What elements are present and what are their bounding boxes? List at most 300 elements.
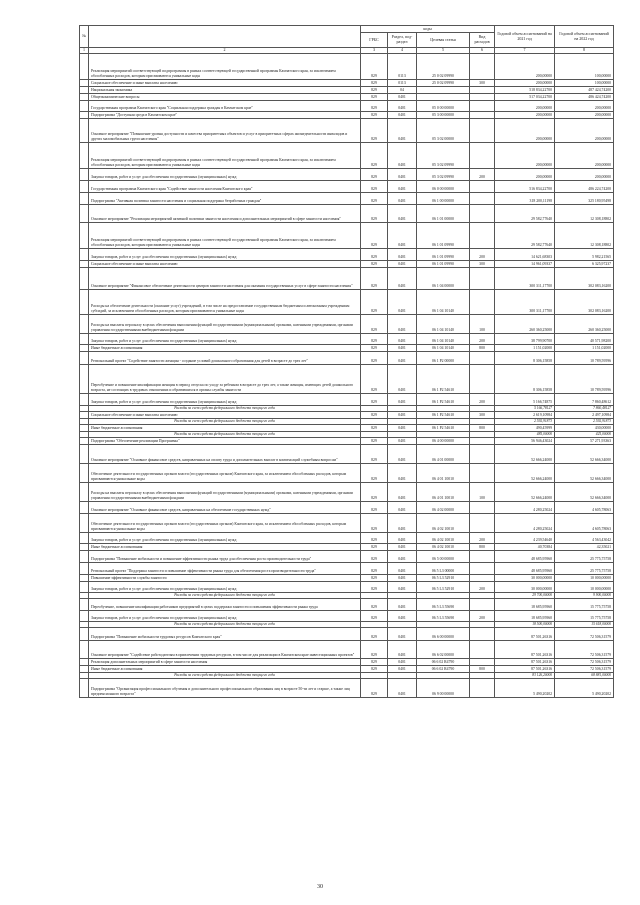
cell-grbs: 829	[361, 100, 388, 111]
cell-2022: 486 424,74200	[555, 93, 614, 100]
header-no: №	[80, 26, 89, 48]
cell-2021: 200,00000	[495, 53, 555, 79]
header-grbs: ГРБС	[361, 33, 388, 48]
cell-no	[80, 444, 89, 463]
cell-2021: 517 034,22700	[495, 93, 555, 100]
cell-grbs: 829	[361, 79, 388, 86]
cell-exp-type	[470, 192, 495, 204]
cell-name: Расходы за счет средств федерального бюджета текущего года	[89, 431, 361, 437]
table-body	[80, 53, 614, 697]
cell-2022: 5 982,21565	[555, 248, 614, 260]
cell-no	[80, 678, 89, 697]
cell-target	[417, 93, 470, 100]
cell-section: 0401	[388, 411, 417, 418]
cell-2021: 200,00000	[495, 142, 555, 168]
table-row	[80, 351, 614, 364]
cell-section: 0401	[388, 543, 417, 550]
table-row	[80, 260, 614, 267]
cell-target: 05 0 00 00000	[417, 100, 470, 111]
cell-target: 06 1 01 09990	[417, 222, 470, 248]
cell-2021: 52 666,24000	[495, 482, 555, 501]
cell-target: 25 0 02 09990	[417, 53, 470, 79]
table-row	[80, 364, 614, 393]
cell-no	[80, 333, 89, 344]
cell-name: Реализация мероприятий соответствующей подпрограммы в рамках соответствующей государственной программы Камчатского края, за исключением обособленных расходов, которым присваиваются уникальные коды	[89, 222, 361, 248]
cell-grbs: 829	[361, 289, 388, 314]
cell-name: Национальная экономика	[89, 86, 361, 93]
cell-no	[80, 100, 89, 111]
cell-target: 06 1 00 00000	[417, 192, 470, 204]
cell-name: Закупка товаров, работ и услуг для обеспечения государственных (муниципальных) нужд	[89, 333, 361, 344]
cell-2021: 83 126,20000	[495, 672, 555, 678]
cell-exp-type: 300	[470, 79, 495, 86]
cell-2021: 87 501,26316	[495, 658, 555, 665]
cell-exp-type	[470, 574, 495, 581]
cell-section: 0401	[388, 482, 417, 501]
cell-2022: 4 605,78063	[555, 501, 614, 513]
cell-grbs: 829	[361, 260, 388, 267]
cell-target: 06 9 00 00000	[417, 678, 470, 697]
header-2021: Годовой объем ассигнований на 2021 год	[495, 26, 555, 48]
table-row	[80, 289, 614, 314]
table-row	[80, 543, 614, 550]
cell-target: 06 1 P2 00000	[417, 351, 470, 364]
cell-section: 0401	[388, 444, 417, 463]
cell-exp-type	[470, 658, 495, 665]
cell-name: Основное мероприятие "Содействие работодателям в привлечении трудовых ресурсов, в том числе для реализации в Камчатском крае инвестиционных проектов"	[89, 640, 361, 658]
cell-grbs: 829	[361, 444, 388, 463]
cell-no	[80, 501, 89, 513]
cell-2021: 18 685,95960	[495, 598, 555, 610]
cell-exp-type: 200	[470, 333, 495, 344]
cell-2021: 2 592,91873	[495, 418, 555, 424]
cell-name: Иные бюджетные ассигнования	[89, 344, 361, 351]
cell-grbs: 829	[361, 627, 388, 640]
index-cell: 1	[80, 48, 89, 54]
cell-target: 06 1 P2 54610	[417, 424, 470, 431]
cell-2022: 15 775,75758	[555, 610, 614, 621]
cell-exp-type	[470, 351, 495, 364]
cell-exp-type	[470, 180, 495, 192]
cell-section: 0401	[388, 344, 417, 351]
cell-2021: 18 500,00000	[495, 621, 555, 627]
table-row	[80, 118, 614, 142]
cell-section: 0401	[388, 142, 417, 168]
cell-2021: 200,00000	[495, 100, 555, 111]
cell-2021: 200,00000	[495, 111, 555, 118]
cell-section: 04	[388, 86, 417, 93]
cell-2021: 318 200,11198	[495, 192, 555, 204]
cell-section: 0401	[388, 222, 417, 248]
cell-section: 0401	[388, 437, 417, 444]
cell-no	[80, 364, 89, 393]
cell-name: Расходы за счет средств федерального бюджета текущего года	[89, 672, 361, 678]
cell-section: 0401	[388, 118, 417, 142]
cell-no	[80, 192, 89, 204]
cell-2022: 72 506,31579	[555, 627, 614, 640]
table-row	[80, 100, 614, 111]
table-row	[80, 53, 614, 79]
table-row	[80, 627, 614, 640]
cell-name: Переобучение, повышение квалификации работников предприятий в целях поддержки занятости и повышения эффективности рынка труда	[89, 598, 361, 610]
cell-target: 05 3 02 09990	[417, 168, 470, 180]
cell-2022: 25 775,75758	[555, 550, 614, 562]
cell-2022: 2 592,91873	[555, 418, 614, 424]
table-row	[80, 482, 614, 501]
table-row	[80, 665, 614, 672]
index-cell: 2	[89, 48, 361, 54]
cell-no	[80, 93, 89, 100]
cell-grbs: 829	[361, 192, 388, 204]
cell-target: 06 6 02 R4790	[417, 658, 470, 665]
index-cell: 4	[388, 48, 417, 54]
cell-2021: 5 166,74875	[495, 393, 555, 405]
cell-2022: 430,00000	[555, 424, 614, 431]
cell-no	[80, 463, 89, 482]
cell-grbs: 829	[361, 393, 388, 405]
cell-2022: 260 360,25000	[555, 314, 614, 333]
table-row	[80, 501, 614, 513]
cell-exp-type: 800	[470, 344, 495, 351]
cell-name: Региональный проект "Поддержка занятости и повышение эффективности рынка труда для обеспечения роста производительности труда"	[89, 562, 361, 574]
cell-2022: 200,00000	[555, 168, 614, 180]
cell-2022: 200,00000	[555, 142, 614, 168]
cell-section: 0401	[388, 333, 417, 344]
table-row	[80, 111, 614, 118]
cell-2021: 2 619,10984	[495, 411, 555, 418]
cell-target: 06 5 00 00000	[417, 550, 470, 562]
cell-2022: 15 618,00000	[555, 621, 614, 627]
table-row	[80, 344, 614, 351]
cell-target: 06 1 P2 54610	[417, 364, 470, 393]
cell-no	[80, 598, 89, 610]
header-2022: Годовой объем ассигнований на 2022 год	[555, 26, 614, 48]
cell-2021: 260 360,25000	[495, 314, 555, 333]
cell-section: 0401	[388, 658, 417, 665]
table-row	[80, 437, 614, 444]
cell-exp-type: 200	[470, 393, 495, 405]
cell-section: 0401	[388, 260, 417, 267]
cell-no	[80, 482, 89, 501]
cell-grbs: 829	[361, 482, 388, 501]
cell-name: Социальное обеспечение и иные выплаты населению	[89, 260, 361, 267]
cell-grbs: 829	[361, 333, 388, 344]
cell-target: 06 5 L3 00000	[417, 562, 470, 574]
cell-target	[417, 86, 470, 93]
cell-exp-type	[470, 118, 495, 142]
cell-no	[80, 627, 89, 640]
cell-2021: 518 834,22700	[495, 86, 555, 93]
table-row	[80, 79, 614, 86]
table-row	[80, 658, 614, 665]
cell-2022: 486 224,74200	[555, 180, 614, 192]
cell-grbs: 829	[361, 658, 388, 665]
table-row	[80, 424, 614, 431]
table-row	[80, 192, 614, 204]
cell-no	[80, 640, 89, 658]
cell-target: 06 4 02 00000	[417, 501, 470, 513]
cell-target: 06 5 L3 52910	[417, 581, 470, 592]
cell-no	[80, 314, 89, 333]
cell-2021: 300 311,17700	[495, 267, 555, 289]
cell-2022: 42,35021	[555, 543, 614, 550]
cell-2022: 52 666,34000	[555, 444, 614, 463]
cell-2021: 48 685,95960	[495, 562, 555, 574]
cell-no	[80, 180, 89, 192]
index-cell: 6	[470, 48, 495, 54]
cell-name: Расходы за счет средств федерального бюджета текущего года	[89, 418, 361, 424]
cell-exp-type	[470, 463, 495, 482]
cell-grbs: 829	[361, 86, 388, 93]
cell-no	[80, 168, 89, 180]
cell-name: Реализация дополнительных мероприятий в сфере занятости населения	[89, 658, 361, 665]
cell-2022: 7 860,48612	[555, 393, 614, 405]
cell-2021: 52 666,24000	[495, 444, 555, 463]
cell-name: Иные бюджетные ассигнования	[89, 665, 361, 672]
cell-section: 0401	[388, 100, 417, 111]
cell-no	[80, 424, 89, 431]
cell-target: 06 5 L3 55690	[417, 610, 470, 621]
table-row	[80, 598, 614, 610]
index-cell: 3	[361, 48, 388, 54]
cell-grbs: 829	[361, 222, 388, 248]
cell-grbs: 829	[361, 111, 388, 118]
cell-no	[80, 665, 89, 672]
cell-2021: 14 621,68303	[495, 248, 555, 260]
cell-grbs: 829	[361, 424, 388, 431]
cell-target: 06 6 00 00000	[417, 627, 470, 640]
cell-section: 0401	[388, 678, 417, 697]
cell-section: 0401	[388, 610, 417, 621]
cell-2021: 516 834,22700	[495, 180, 555, 192]
cell-2021: 4 280,25024	[495, 501, 555, 513]
table-row	[80, 93, 614, 100]
cell-no	[80, 289, 89, 314]
cell-2022: 4 605,78063	[555, 513, 614, 532]
cell-grbs: 829	[361, 550, 388, 562]
cell-no	[80, 118, 89, 142]
cell-2021: 38 799,90700	[495, 333, 555, 344]
cell-name: Закупка товаров, работ и услуг для обеспечения государственных (муниципальных) нужд	[89, 532, 361, 543]
cell-name: Подпрограмма "Повышение мобильности и повышение эффективности рынка труда для обеспечения роста производительности труда"	[89, 550, 361, 562]
cell-section: 0401	[388, 627, 417, 640]
table-row	[80, 581, 614, 592]
cell-name: Государственная программа Камчатского края "Содействие занятости населения Камчатского края"	[89, 180, 361, 192]
table-row	[80, 640, 614, 658]
cell-section: 0401	[388, 289, 417, 314]
cell-name: Реализация мероприятий соответствующей подпрограммы в рамках соответствующей государственной программы Камчатского края, за исключением обособленных расходов, которым присваиваются уникальные коды	[89, 53, 361, 79]
cell-section: 0401	[388, 513, 417, 532]
cell-grbs: 829	[361, 678, 388, 697]
cell-section: 0401	[388, 574, 417, 581]
cell-section: 0401	[388, 393, 417, 405]
cell-exp-type: 100	[470, 482, 495, 501]
cell-name: Общеэкономические вопросы	[89, 93, 361, 100]
cell-grbs: 829	[361, 437, 388, 444]
cell-exp-type	[470, 640, 495, 658]
cell-2021: 4 239,54640	[495, 532, 555, 543]
cell-grbs: 829	[361, 532, 388, 543]
cell-2022: 57 271,93363	[555, 437, 614, 444]
header-codes: коды	[361, 26, 495, 33]
cell-name: Закупка товаров, работ и услуг для обеспечения государственных (муниципальных) нужд	[89, 393, 361, 405]
cell-name: Обеспечение деятельности государственных органов власти (государственных органов) Камчатского края, за исключением обособленных расходов, которым присваиваются уникальные коды	[89, 463, 361, 482]
cell-no	[80, 581, 89, 592]
cell-exp-type: 300	[470, 260, 495, 267]
cell-2021: 40,70384	[495, 543, 555, 550]
table-row	[80, 333, 614, 344]
cell-exp-type	[470, 93, 495, 100]
cell-section: 0401	[388, 581, 417, 592]
cell-section: 0401	[388, 501, 417, 513]
cell-exp-type: 800	[470, 424, 495, 431]
cell-2022: 7 860,48127	[555, 405, 614, 411]
cell-section: 0401	[388, 111, 417, 118]
cell-name: Обеспечение деятельности государственных органов власти (государственных органов) Камчатского края, за исключением обособленных расходов, которым присваиваются уникальные коды	[89, 513, 361, 532]
cell-2022: 100,00000	[555, 53, 614, 79]
cell-exp-type	[470, 86, 495, 93]
table-row	[80, 86, 614, 93]
cell-target: 06 4 01 10010	[417, 482, 470, 501]
cell-name: Основное мероприятие "Финансовое обеспечение деятельности центров занятости населения для оказания государственных услуг в сфере занятости населения"	[89, 267, 361, 289]
cell-name: Основное мероприятие "Основное финансовое средств, направленных на оплату труда и дополнительных выплат в компенсаций служебным вопросам"	[89, 444, 361, 463]
cell-name: Реализация мероприятий соответствующей подпрограммы в рамках соответствующей государственной программы Камчатского края, за исключением обособленных расходов, которым присваиваются уникальные коды	[89, 142, 361, 168]
cell-grbs: 829	[361, 411, 388, 418]
cell-name: Закупка товаров, работ и услуг для обеспечения государственных (муниципальных) нужд	[89, 168, 361, 180]
cell-target: 06 6 02 R4790	[417, 665, 470, 672]
cell-target: 06 4 01 00000	[417, 444, 470, 463]
cell-section: 0401	[388, 351, 417, 364]
cell-2021: 5 166,78127	[495, 405, 555, 411]
cell-2022: 52 666,34000	[555, 463, 614, 482]
cell-section: 0401	[388, 204, 417, 222]
cell-2021: 490,45999	[495, 424, 555, 431]
cell-section: 0401	[388, 192, 417, 204]
cell-2021: 18 685,95960	[495, 610, 555, 621]
cell-exp-type: 800	[470, 543, 495, 550]
cell-name: Расходы на обеспечение деятельности (оказание услуг) учреждений, в том числе на предоставление государственным бюджетным и автономным учреждениям субсидий, за исключением обособленных расходов, которым присваиваются уникальные коды	[89, 289, 361, 314]
cell-section: 0401	[388, 180, 417, 192]
table-row	[80, 180, 614, 192]
cell-grbs: 829	[361, 562, 388, 574]
cell-exp-type	[470, 204, 495, 222]
table-row	[80, 393, 614, 405]
cell-target: 06 4 02 10010	[417, 543, 470, 550]
cell-section: 0401	[388, 562, 417, 574]
page-number: 30	[317, 884, 323, 890]
cell-2021: 200,00000	[495, 168, 555, 180]
cell-2022: 200,00000	[555, 100, 614, 111]
cell-name: Расходы за счет средств федерального бюджета текущего года	[89, 405, 361, 411]
cell-name: Расходы за счет средств федерального бюджета текущего года	[89, 621, 361, 627]
cell-2022: 325 180,95498	[555, 192, 614, 204]
cell-2021: 200,00000	[495, 118, 555, 142]
cell-2022: 200,00000	[555, 118, 614, 142]
cell-no	[80, 393, 89, 405]
cell-grbs: 829	[361, 93, 388, 100]
cell-2021: 300 311,17700	[495, 289, 555, 314]
cell-name: Подпрограмма "Организация профессионального обучения и дополнительного профессионального образования лиц в возрасте 50-ти лет и старше, а также лиц предпенсионного возраста"	[89, 678, 361, 697]
cell-2022: 9 900,00000	[555, 592, 614, 598]
cell-2022: 1 151,02000	[555, 344, 614, 351]
cell-name: Подпрограмма "Обеспечение реализации Программы"	[89, 437, 361, 444]
cell-exp-type	[470, 598, 495, 610]
cell-section: 0401	[388, 93, 417, 100]
table-row	[80, 513, 614, 532]
cell-name: Повышение эффективности службы занятости	[89, 574, 361, 581]
table-row	[80, 168, 614, 180]
cell-no	[80, 79, 89, 86]
cell-grbs: 829	[361, 543, 388, 550]
cell-name: Закупка товаров, работ и услуг для обеспечения государственных (муниципальных) нужд	[89, 610, 361, 621]
cell-no	[80, 411, 89, 418]
cell-exp-type	[470, 364, 495, 393]
cell-2021: 14 961,09337	[495, 260, 555, 267]
cell-no	[80, 532, 89, 543]
cell-exp-type	[470, 550, 495, 562]
cell-grbs: 829	[361, 142, 388, 168]
cell-section: 0401	[388, 424, 417, 431]
cell-2021: 56 946,43024	[495, 437, 555, 444]
cell-section: 0401	[388, 550, 417, 562]
cell-target: 06 5 L3 55690	[417, 598, 470, 610]
cell-2021: 29 582,77640	[495, 222, 555, 248]
cell-target: 06 1 04 10140	[417, 289, 470, 314]
cell-2021: 52 666,24000	[495, 463, 555, 482]
cell-name: Государственная программа Камчатского края "Социальная поддержка граждан в Камчатском крае"	[89, 100, 361, 111]
cell-exp-type	[470, 437, 495, 444]
cell-2022: 72 506,31579	[555, 640, 614, 658]
cell-grbs: 829	[361, 168, 388, 180]
table-row	[80, 678, 614, 697]
cell-2022: 5 490,20202	[555, 678, 614, 697]
cell-no	[80, 574, 89, 581]
table-row	[80, 532, 614, 543]
cell-name: Расходы за счет средств федерального бюджета текущего года	[89, 592, 361, 598]
cell-2021: 4 280,25024	[495, 513, 555, 532]
cell-name: Расходы на выплаты персоналу в целях обеспечения выполнения функций государственными (муниципальными) органами, казенными учреждениями, органами управления государственными внебюджетными фондами	[89, 314, 361, 333]
cell-section: 0401	[388, 314, 417, 333]
cell-target: 06 4 02 10010	[417, 513, 470, 532]
cell-exp-type: 800	[470, 665, 495, 672]
cell-name: Подпрограмма "Доступная среда в Камчатском крае"	[89, 111, 361, 118]
cell-no	[80, 204, 89, 222]
cell-2022: 10 000,00000	[555, 581, 614, 592]
cell-grbs: 829	[361, 665, 388, 672]
cell-grbs: 829	[361, 501, 388, 513]
cell-target: 06 1 04 10140	[417, 344, 470, 351]
table-row	[80, 314, 614, 333]
cell-no	[80, 543, 89, 550]
table-row	[80, 142, 614, 168]
cell-name: Основное мероприятие "Повышение уровня доступности и качества приоритетных объектов и услуг в приоритетных сферах жизнедеятельности инвалидов и других маломобильных групп населения"	[89, 118, 361, 142]
table-row	[80, 610, 614, 621]
cell-name: Основное мероприятие "Реализация мероприятий активной политики занятости населения и дополнительных мероприятий в сфере занятости населения"	[89, 204, 361, 222]
cell-exp-type	[470, 501, 495, 513]
cell-grbs: 829	[361, 574, 388, 581]
cell-no	[80, 437, 89, 444]
cell-no	[80, 562, 89, 574]
table-row	[80, 463, 614, 482]
cell-grbs: 829	[361, 581, 388, 592]
cell-grbs: 829	[361, 598, 388, 610]
cell-exp-type	[470, 100, 495, 111]
cell-exp-type	[470, 111, 495, 118]
index-cell: 5	[417, 48, 470, 54]
cell-no	[80, 658, 89, 665]
cell-target: 06 1 01 00000	[417, 204, 470, 222]
cell-exp-type	[470, 513, 495, 532]
